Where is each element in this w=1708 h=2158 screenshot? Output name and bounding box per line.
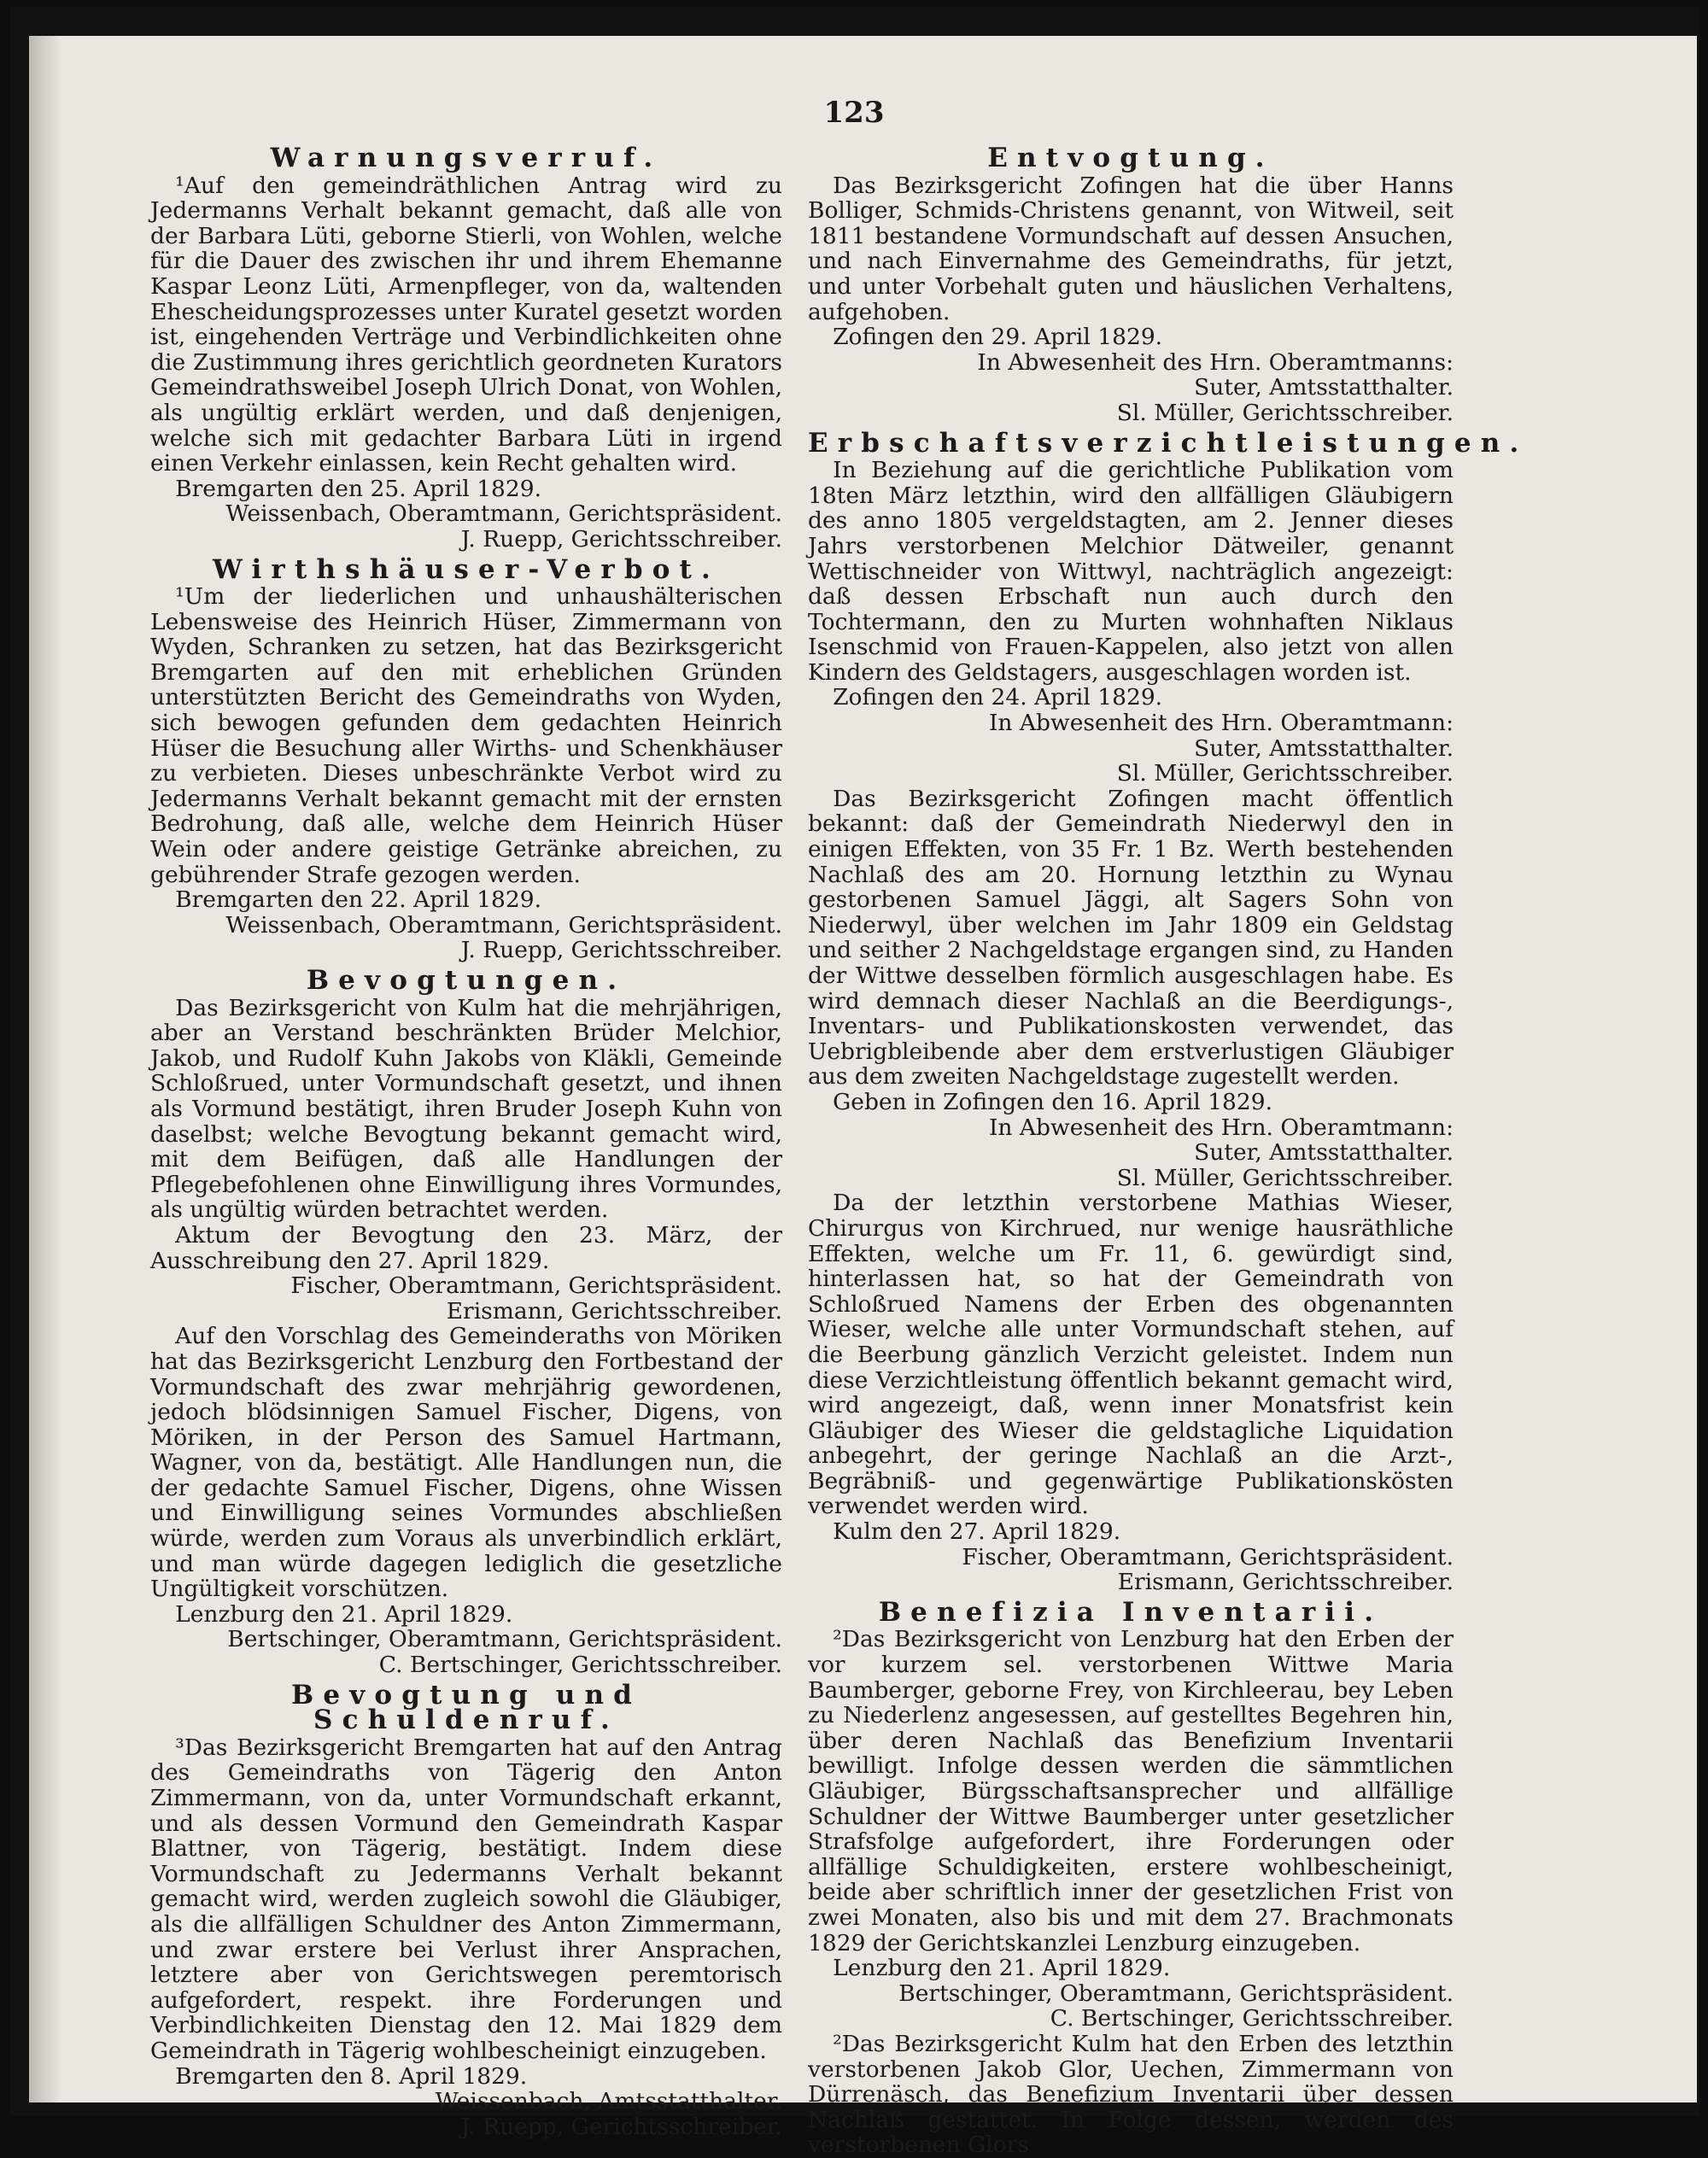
dateline: Lenzburg den 21. April 1829. xyxy=(833,1955,1171,1982)
signature-line: In Abwesenheit des Hrn. Oberamtmann: xyxy=(988,710,1454,737)
notice-paragraph: ²Das Bezirksgericht von Lenzburg hat den Erben der vor kurzem sel. verstorbenen Wittwe Maria Baumberger, geborne Frey, von Kirchleerau, bey Leben zu Niederlenz angesessen, auf gestelltes Begehren hin, über deren Nachlaß das Benefizium Inventarii bewilligt. Infolge dessen werden die sämmtlichen Gläubiger, Bürgsschaftsansprecher und allfällige Schuldner der Wittwe Baumberger unter gesetzlicher Strafsfolge aufgefordert, ihre Forderungen oder allfällige Schuldigkeiten, erstere wohlbescheinigt, beide aber schriftlich inner der gesetzlichen Frist von zwei Monaten, also bis und mit dem 27. Brachmonats 1829 der Gerichtskanzlei Lenzburg einzugeben. xyxy=(808,1626,1454,1956)
notice-paragraph: ¹Auf den gemeindräthlichen Antrag wird zu Jedermanns Verhalt bekannt gemacht, daß alle von der Barbara Lüti, geborne Stierli, von Wohlen, welche für die Dauer des zwischen ihr und ihrem Ehemanne Kaspar Leonz Lüti, Armenpfleger, von da, waltenden Ehescheidungsprozesses unter Kuratel gesetzt worden ist, eingehenden Verträge und Verbindlichkeiten ohne die Zustimmung ihres gerichtlich geordneten Kurators Gemeindrathsweibel Joseph Ulrich Donat, von Wohlen, als ungültig erklärt werden, und daß denjenigen, welche sich mit gedachter Barbara Lüti in irgend einen Verkehr einlassen, kein Recht gehalten wird. xyxy=(150,172,782,477)
notice-paragraph: Das Bezirksgericht von Kulm hat die mehrjährigen, aber an Verstand beschränkten Brüder Melchior, Jakob, und Rudolf Kuhn Jakobs von Kläkli, Gemeinde Schloßrued, unter Vormundschaft gesetzt, und ihnen als Vormund bestätigt, ihren Bruder Joseph Kuhn von daselbst; welche Bevogtung bekannt gemacht wird, mit dem Beifügen, daß alle Handlungen der Pflegebefohlenen ohne Einwilligung ihres Vormundes, als ungültig würden betrachtet werden. xyxy=(150,994,782,1224)
page-fold-shadow xyxy=(29,36,61,2102)
dateline: Kulm den 27. April 1829. xyxy=(833,1518,1121,1546)
notice-paragraph: Da der letzthin verstorbene Mathias Wieser, Chirurgus von Kirchrued, nur wenige hausräthliche Effekten, welche um Fr. 11, 6. gewürdigt sind, hinterlassen hat, so hat der Gemeindrath von Schloßrued Namens der Erben des obgenannten Wieser, welche alle unter Vormundschaft stehen, auf die Beerbung gänzlich Verzicht geleistet. Indem nun diese Verzichtleistung öffentlich bekannt gemacht wird, wird angezeigt, daß, wenn inner Monatsfrist kein Gläubiger des Wieser die geldstagliche Liquidation anbegehrt, der geringe Nachlaß an die Arzt-, Begräbniß- und gegenwärtige Publikationskösten verwendet werden wird. xyxy=(808,1190,1454,1520)
signature-line: J. Ruepp, Gerichtsschreiber. xyxy=(460,525,782,553)
left-column xyxy=(150,141,782,2139)
notice-paragraph: Das Bezirksgericht Zofingen macht öffentlich bekannt: daß der Gemeindrath Niederwyl den in einigen Effekten, von 35 Fr. 1 Bz. Werth bestehenden Nachlaß des am 20. Hornung letzthin zu Wynau gestorbenen Samuel Jäggi, alt Sagers Sohn von Niederwyl, über welchen im Jahr 1809 ein Geldstag und seither 2 Nachgeldstage ergangen sind, zu Handen der Wittwe desselben förmlich ausgeschlagen habe. Es wird demnach dieser Nachlaß an die Beerdigungs-, Inventars- und Publikationskosten verwendet, das Uebrigbleibende aber dem erstverlustigen Gläubiger aus dem zweiten Nachgeldstage zugestellt werden. xyxy=(808,785,1454,1091)
notice-paragraph: ³Das Bezirksgericht Bremgarten hat auf den Antrag des Gemeindraths von Tägerig den Anton Zimmermann, von da, unter Vormundschaft erkannt, und als dessen Vormund den Gemeindrath Kaspar Blattner, von Tägerig, bestätigt. Indem diese Vormundschaft zu Jedermanns Verhalt bekannt gemacht wird, werden zugleich sowohl die Gläubiger, als die allfälligen Schuldner des Anton Zimmermann, und zwar erstere bei Verlust ihrer Ansprachen, letztere aber von Gerichtswegen peremtorisch aufgefordert, respekt. ihre Forderungen und Verbindlichkeiten Dienstag den 12. Mai 1829 dem Gemeindrath in Tägerig wohlbescheinigt einzugeben. xyxy=(150,1734,782,2064)
signature-line: Bertschinger, Oberamtmann, Gerichtspräsident. xyxy=(898,1980,1454,2007)
notice-paragraph: ²Das Bezirksgericht Kulm hat den Erben des letzthin verstorbenen Jakob Glor, Uechen, Zimmermann von Dürrenäsch, das Benefizium Inventarii über dessen Nachlaß gestattet. In Folge dessen, werden des verstorbenen Glors xyxy=(808,2030,1454,2158)
signature-line: J. Ruepp, Gerichtsschreiber. xyxy=(460,937,782,964)
notice-paragraph: In Beziehung auf die gerichtliche Publikation vom 18ten März letzthin, wird den allfälligen Gläubigern des anno 1805 vergeldstagten, am 2. Jenner dieses Jahrs verstorbenen Melchior Dätweiler, genannt Wettischneider von Wittwyl, nachträglich angezeigt: daß dessen Erbschaft nun auch durch den Tochtermann, den zu Murten wohnhaften Niklaus Isenschmid von Frauen-Kappelen, also jetzt von allen Kindern des Geldstagers, ausgeschlagen worden ist. xyxy=(808,457,1454,686)
notice-paragraph: ¹Um der liederlichen und unhaushälterischen Lebensweise des Heinrich Hüser, Zimmermann von Wyden, Schranken zu setzen, hat das Bezirksgericht Bremgarten auf den mit erheblichen Gründen unterstützten Bericht des Gemeindraths von Wyden, sich bewogen gefunden dem gedachten Heinrich Hüser die Besuchung aller Wirths- und Schenkhäuser zu verbieten. Dieses unbeschränkte Verbot wird zu Jedermanns Verhalt bekannt gemacht mit der ernsten Bedrohung, daß alle, welche dem Heinrich Hüser Wein oder andere geistige Getränke abreichen, zu gebührender Strafe gezogen werden. xyxy=(150,583,782,888)
section-heading: Erbschaftsverzichtleistungen. xyxy=(808,427,1529,459)
signature-line: C. Bertschinger, Gerichtsschreiber. xyxy=(378,1652,782,1679)
signature-line: Weissenbach, Amtsstatthalter. xyxy=(435,2088,782,2115)
signature-line: Weissenbach, Oberamtmann, Gerichtspräsident. xyxy=(225,500,782,528)
dateline: Bremgarten den 25. April 1829. xyxy=(175,475,542,502)
page-number: 123 xyxy=(823,96,885,130)
signature-line: Fischer, Oberamtmann, Gerichtspräsident. xyxy=(962,1543,1454,1570)
section-heading: Bevogtungen. xyxy=(306,965,627,996)
signature-line: Sl. Müller, Gerichtsschreiber. xyxy=(1116,1164,1454,1191)
dateline: Bremgarten den 8. April 1829. xyxy=(175,2062,528,2090)
notice-paragraph: Das Bezirksgericht Zofingen hat die über Hanns Bolliger, Schmids-Christens genannt, von Witweil, seit 1811 bestandene Vormundschaft auf dessen Ansuchen, und nach Einvernahme des Gemeindraths, für jetzt, und unter Vorbehalt guten und häuslichen Verhaltens, aufgehoben. xyxy=(808,172,1454,325)
notice-paragraph: Auf den Vorschlag des Gemeinderaths von Möriken hat das Bezirksgericht Lenzburg den Fortbestand der Vormundschaft des zwar mehrjährig gewordenen, jedoch blödsinnigen Samuel Fischer, Digens, von Möriken, in der Person des Samuel Hartmann, Wagner, von da, bestätigt. Alle Handlungen nun, die der gedachte Samuel Fischer, Digens, ohne Wissen und Einwilligung seines Vormundes abschließen würde, werden zum Voraus als unverbindlich erklärt, und man würde dagegen lediglich die gesetzliche Ungültigkeit vorschützen. xyxy=(150,1323,782,1603)
section-heading: Benefizia Inventarii. xyxy=(878,1596,1383,1628)
notice-paragraph: Aktum der Bevogtung den 23. März, der Ausschreibung den 27. April 1829. xyxy=(150,1221,782,1274)
dateline: Bremgarten den 22. April 1829. xyxy=(175,886,542,914)
signature-line: Suter, Amtsstatthalter. xyxy=(1194,1139,1454,1167)
right-column xyxy=(808,141,1529,2158)
signature-line: J. Ruepp, Gerichtsschreiber. xyxy=(460,2113,782,2140)
signature-line: Suter, Amtsstatthalter. xyxy=(1194,374,1454,401)
dateline: Zofingen den 29. April 1829. xyxy=(833,324,1163,351)
section-heading: Bevogtung und Schuldenruf. xyxy=(290,1679,641,1736)
signature-line: In Abwesenheit des Hrn. Oberamtmanns: xyxy=(977,348,1454,376)
signature-line: Sl. Müller, Gerichtsschreiber. xyxy=(1116,760,1454,787)
signature-line: Erismann, Gerichtsschreiber. xyxy=(446,1297,782,1325)
section-heading: Wirthshäuser-Verbot. xyxy=(213,553,720,585)
signature-line: Suter, Amtsstatthalter. xyxy=(1194,734,1454,762)
signature-line: Bertschinger, Oberamtmann, Gerichtspräsident. xyxy=(227,1626,782,1653)
section-heading: Warnungsverruf. xyxy=(270,143,663,173)
dateline: Lenzburg den 21. April 1829. xyxy=(175,1600,513,1628)
signature-line: Erismann, Gerichtsschreiber. xyxy=(1117,1569,1454,1596)
signature-line: Weissenbach, Oberamtmann, Gerichtspräsident. xyxy=(225,911,782,939)
section-heading: Entvogtung. xyxy=(987,143,1274,173)
signature-line: Sl. Müller, Gerichtsschreiber. xyxy=(1116,399,1454,426)
signature-line: In Abwesenheit des Hrn. Oberamtmann: xyxy=(988,1114,1454,1141)
dateline: Zofingen den 24. April 1829. xyxy=(833,684,1163,711)
dateline: Geben in Zofingen den 16. April 1829. xyxy=(833,1088,1273,1115)
signature-line: Fischer, Oberamtmann, Gerichtspräsident. xyxy=(290,1272,782,1300)
signature-line: C. Bertschinger, Gerichtsschreiber. xyxy=(1050,2005,1454,2032)
